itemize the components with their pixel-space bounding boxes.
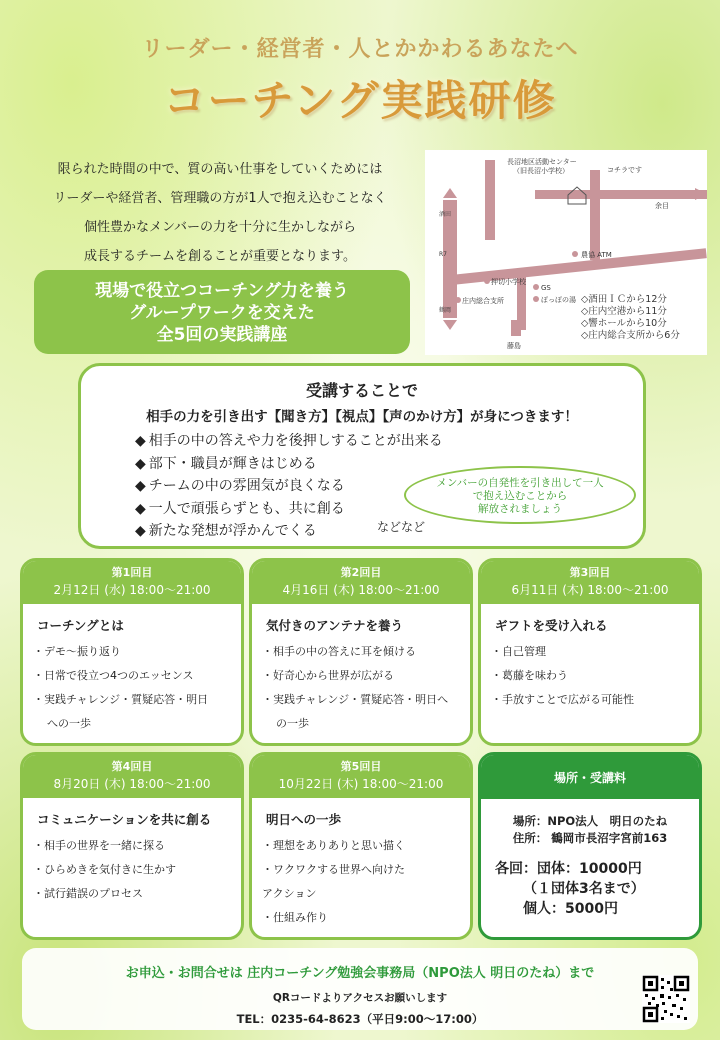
- session-item: ・日常で役立つ4つのエッセンス: [33, 669, 194, 682]
- map-label-poppo: ぽっぽの湯: [541, 296, 576, 304]
- session-number: 第2回目: [340, 566, 382, 579]
- session-item: アクション: [262, 887, 317, 900]
- session-item: ・試行錯誤のプロセス: [33, 887, 143, 900]
- session-item: ・実践チャレンジ・質疑応答・明日へ: [262, 693, 449, 706]
- session-date: 10月22日 (木) 18:00～21:00: [278, 777, 444, 791]
- fee-line: 各回：団体：10000円: [495, 861, 642, 877]
- session-date: 4月16日 (木) 18:00～21:00: [282, 583, 440, 597]
- session-topic: ギフトを受け入れる: [495, 618, 608, 633]
- map-dot: [533, 296, 539, 302]
- arrow-south: [443, 320, 457, 330]
- map-label-r7: R7: [439, 251, 447, 258]
- session-item: ・葛藤を味わう: [491, 669, 568, 682]
- speech-bubble: [404, 466, 636, 524]
- place-address: 住所： 鶴岡市長沼字宮前163: [512, 831, 668, 845]
- subtitle: リーダー・経営者・人とかかわるあなたへ: [141, 36, 579, 62]
- session-number: 第3回目: [569, 566, 611, 579]
- intro-line: リーダーや経営者、管理職の方が1人で抱え込むことなく: [53, 191, 387, 206]
- map-dot: [533, 284, 539, 290]
- benefit-item: ◆ 部下・職員が輝きはじめる: [135, 453, 443, 476]
- callout-line: 全5回の実践講座: [156, 325, 288, 345]
- map-label-shonai: 庄内総合支所: [462, 297, 504, 305]
- map-label-amarume: 余目: [655, 202, 669, 210]
- road-right-north: [590, 170, 600, 260]
- intro-line: 成長するチームを創ることが重要となります。: [84, 249, 356, 264]
- bubble-line: 解放されましょう: [478, 503, 562, 515]
- session-card-2: [249, 558, 473, 746]
- session-item: ・ワクワクする世界へ向けた: [262, 863, 405, 876]
- intro-text: [30, 155, 410, 271]
- session-item: ・相手の世界を一緒に探る: [33, 839, 165, 852]
- benefits-etc: などなど: [377, 520, 426, 534]
- session-item: ・自己管理: [491, 645, 546, 658]
- intro-line: 個性豊かなメンバーの力を十分に生かしながら: [83, 220, 357, 235]
- session-item: への一歩: [47, 717, 91, 730]
- place-header: 場所・受講料: [481, 755, 699, 799]
- session-item: の一歩: [276, 717, 309, 730]
- map-label-fujishima: 藤島: [507, 342, 521, 350]
- map-access: ◇庄内総合支所から6分: [581, 330, 680, 341]
- benefits-heading: 受講することで: [305, 381, 418, 400]
- map-label-center: 長沼地区活動センター: [507, 158, 577, 166]
- callout-line: 現場で役立つコーチング力を養う: [95, 281, 349, 301]
- benefit-item: ◆ 相手の中の答えや力を後押しすることが出来る: [135, 430, 443, 453]
- map-label-noukyo: 農協 ATM: [581, 251, 612, 259]
- map-access: ◇庄内空港から11分: [581, 306, 667, 317]
- benefit-item: ◆ 一人で頑張らずとも、共に創る: [135, 498, 443, 521]
- session-item: ・実践チャレンジ・質疑応答・明日: [33, 693, 209, 706]
- session-date: 6月11日 (木) 18:00～21:00: [511, 583, 669, 597]
- qr-code-icon[interactable]: [642, 975, 690, 1023]
- map-label-tsuruoka: 鶴岡: [439, 307, 452, 314]
- benefit-item: ◆ 新たな発想が浮かんでくる: [135, 520, 443, 543]
- fee-line: （１団体3名まで）: [523, 881, 645, 897]
- page-title: コーチング実践研修: [163, 76, 557, 125]
- map-svg: [425, 150, 707, 355]
- session-item: ・ひらめきを気付きに生かす: [33, 863, 176, 876]
- bubble-line: で抱え込むことから: [472, 490, 568, 502]
- place-fee-card: [478, 752, 702, 940]
- intro-line: 限られた時間の中で、質の高い仕事をしていくためには: [57, 162, 383, 177]
- contact-footer: [22, 948, 698, 1030]
- place-venue: 場所：NPO法人 明日のたね: [512, 814, 668, 828]
- session-number: 第4回目: [111, 760, 153, 773]
- contact-line: お申込・お問合せは 庄内コーチング勉強会事務局（NPO法人 明日のたね）まで: [125, 966, 595, 981]
- map-dot: [484, 278, 490, 284]
- session-topic: コーチングとは: [37, 618, 124, 633]
- road-amarume: [535, 190, 707, 199]
- session-header: [252, 755, 470, 798]
- fee-line: 個人：5000円: [523, 901, 618, 917]
- session-card-4: [20, 752, 244, 940]
- map-access: ◇響ホールから10分: [581, 318, 667, 329]
- session-header: [481, 561, 699, 604]
- benefit-item: ◆ チームの中の雰囲気が良くなる: [135, 475, 443, 498]
- access-map: [425, 150, 707, 355]
- map-label-center-sub: （旧長沼小学校）: [513, 167, 569, 175]
- road-fujishima: [511, 320, 521, 336]
- session-header: [23, 755, 241, 798]
- map-dot: [572, 251, 578, 257]
- session-card-3: [478, 558, 702, 746]
- benefits-sub: 相手の力を引き出す【聞き方】【視点】【声のかけ方】が身につきます！: [146, 409, 578, 425]
- map-access: ◇酒田ＩＣから12分: [581, 294, 667, 305]
- session-item: ・手放すことで広がる可能性: [491, 693, 634, 706]
- session-item: ・理想をありありと思い描く: [262, 839, 405, 852]
- road-left-north: [485, 160, 495, 240]
- callout-line: グループワークを交えた: [129, 303, 315, 323]
- session-date: 8月20日 (木) 18:00～21:00: [53, 777, 211, 791]
- map-label-here: コチラです: [607, 166, 642, 174]
- session-topic: 明日への一歩: [266, 812, 342, 827]
- map-label-sakata: 酒田: [439, 211, 452, 218]
- map-dot: [455, 297, 461, 303]
- session-card-5: [249, 752, 473, 940]
- session-number: 第1回目: [111, 566, 153, 579]
- session-card-1: [20, 558, 244, 746]
- qr-note: QRコードよりアクセスお願いします: [272, 992, 448, 1004]
- phone-number: TEL：0235-64-8623（平日9:00～17:00）: [236, 1012, 484, 1026]
- bubble-line: メンバーの自発性を引き出して一人: [436, 477, 604, 489]
- session-topic: コミュニケーションを共に創る: [37, 812, 212, 827]
- session-header: [23, 561, 241, 604]
- session-item: ・相手の中の答えに耳を傾ける: [262, 645, 416, 658]
- map-label-gs: GS: [541, 284, 551, 292]
- session-item: ・仕組み作り: [262, 911, 328, 924]
- session-header: [252, 561, 470, 604]
- arrow-north: [443, 188, 457, 198]
- session-item: ・好奇心から世界が広がる: [262, 669, 394, 682]
- session-date: 2月12日 (水) 18:00～21:00: [53, 583, 211, 597]
- course-callout: [34, 270, 410, 354]
- map-label-school: 押切小学校: [491, 278, 526, 286]
- session-item: ・デモ～振り返り: [33, 645, 121, 658]
- session-topic: 気付きのアンテナを養う: [266, 618, 404, 633]
- session-number: 第5回目: [340, 760, 382, 773]
